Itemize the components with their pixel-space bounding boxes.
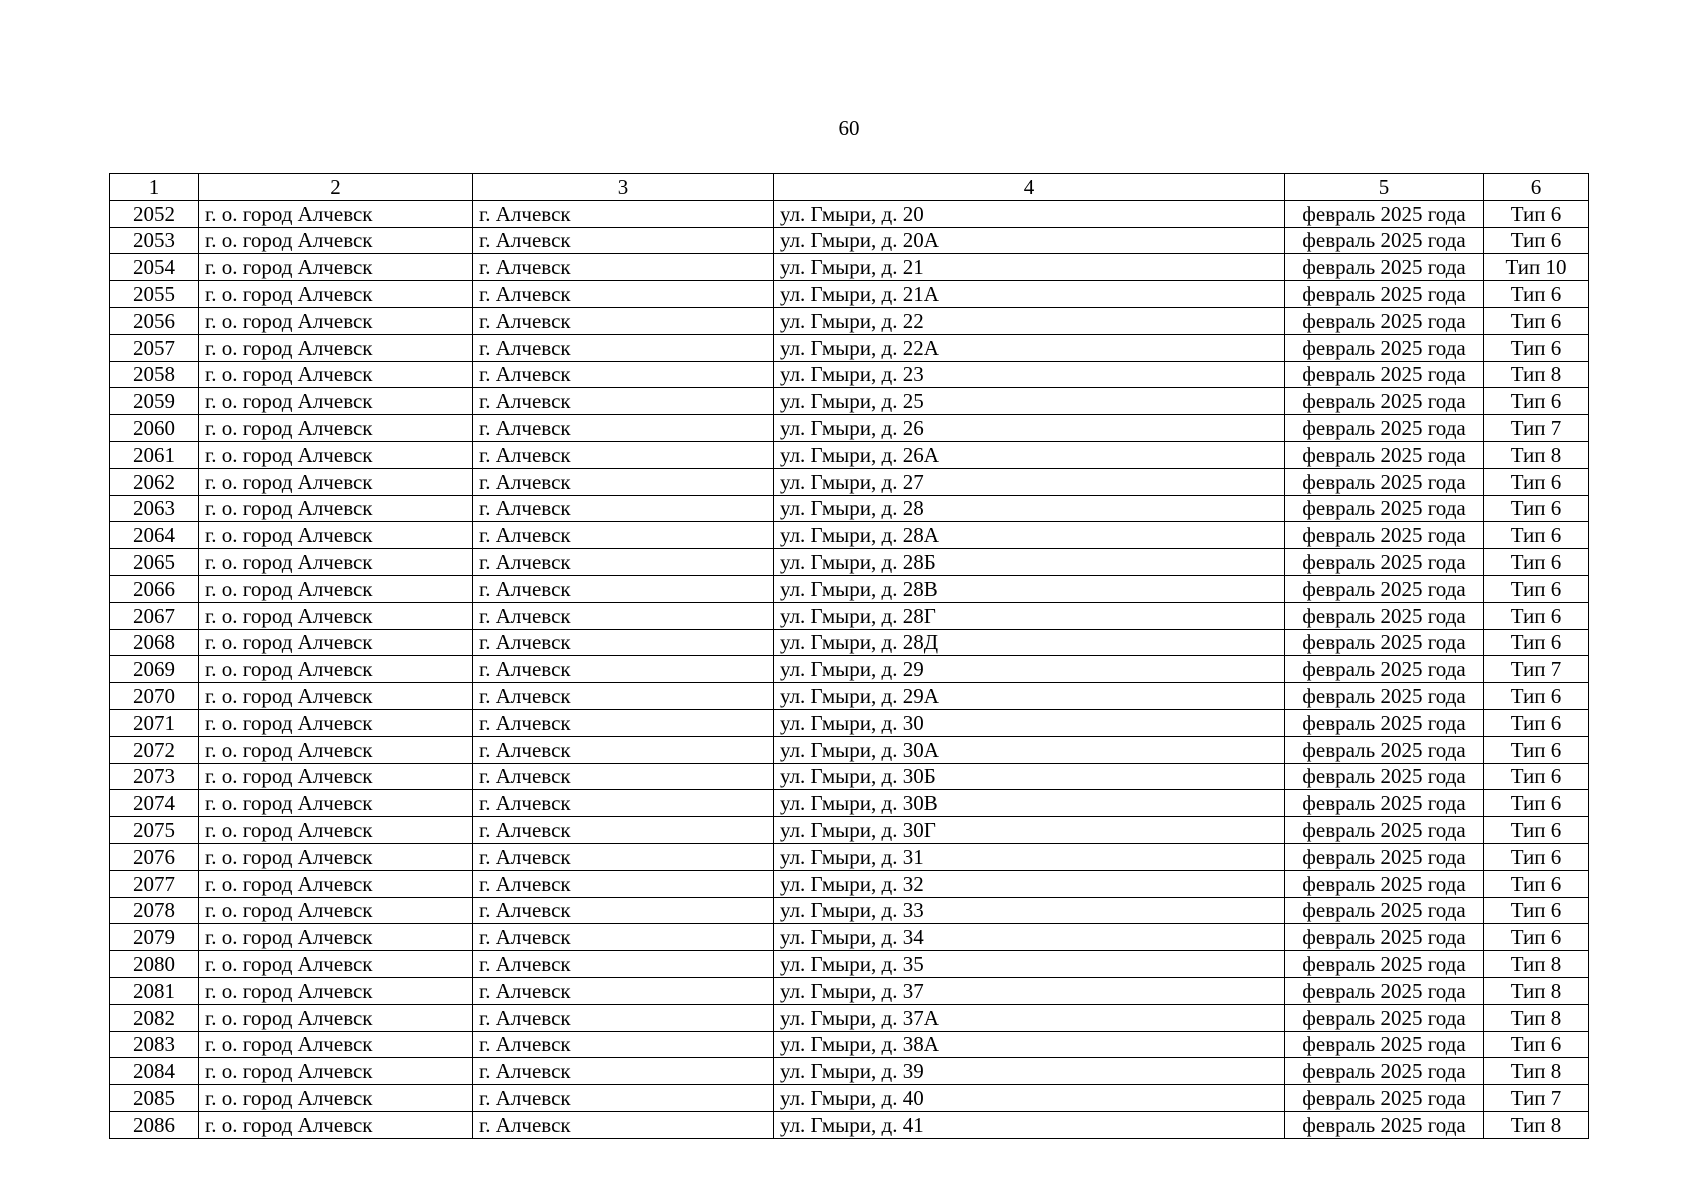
municipality-cell: г. о. город Алчевск [199,817,473,844]
municipality-cell: г. о. город Алчевск [199,709,473,736]
row-number-cell: 2084 [110,1058,199,1085]
address-cell: ул. Гмыри, д. 40 [774,1085,1285,1112]
row-number-cell: 2077 [110,870,199,897]
address-cell: ул. Гмыри, д. 27 [774,468,1285,495]
type-cell: Тип 6 [1484,736,1589,763]
table-row [110,495,1589,522]
date-cell: февраль 2025 года [1285,951,1484,978]
type-cell: Тип 8 [1484,361,1589,388]
type-cell: Тип 6 [1484,227,1589,254]
row-number-cell: 2055 [110,281,199,308]
date-cell: февраль 2025 года [1285,602,1484,629]
date-cell: февраль 2025 года [1285,683,1484,710]
row-number-cell: 2078 [110,897,199,924]
municipality-cell: г. о. город Алчевск [199,522,473,549]
municipality-cell: г. о. город Алчевск [199,924,473,951]
city-cell: г. Алчевск [473,334,774,361]
date-cell: февраль 2025 года [1285,200,1484,227]
table-row [110,817,1589,844]
table-row [110,549,1589,576]
row-number-cell: 2072 [110,736,199,763]
row-number-cell: 2066 [110,575,199,602]
municipality-cell: г. о. город Алчевск [199,736,473,763]
city-cell: г. Алчевск [473,1004,774,1031]
municipality-cell: г. о. город Алчевск [199,683,473,710]
table-row [110,281,1589,308]
address-cell: ул. Гмыри, д. 21А [774,281,1285,308]
city-cell: г. Алчевск [473,843,774,870]
type-cell: Тип 6 [1484,388,1589,415]
address-cell: ул. Гмыри, д. 29 [774,656,1285,683]
type-cell: Тип 6 [1484,763,1589,790]
date-cell: февраль 2025 года [1285,790,1484,817]
column-header: 5 [1285,174,1484,201]
table-row [110,307,1589,334]
table-row [110,709,1589,736]
address-cell: ул. Гмыри, д. 34 [774,924,1285,951]
city-cell: г. Алчевск [473,709,774,736]
row-number-cell: 2074 [110,790,199,817]
column-header: 4 [774,174,1285,201]
address-cell: ул. Гмыри, д. 20 [774,200,1285,227]
city-cell: г. Алчевск [473,495,774,522]
municipality-cell: г. о. город Алчевск [199,361,473,388]
city-cell: г. Алчевск [473,817,774,844]
city-cell: г. Алчевск [473,468,774,495]
table-row [110,763,1589,790]
type-cell: Тип 6 [1484,468,1589,495]
row-number-cell: 2061 [110,441,199,468]
address-cell: ул. Гмыри, д. 30 [774,709,1285,736]
date-cell: февраль 2025 года [1285,1031,1484,1058]
address-cell: ул. Гмыри, д. 25 [774,388,1285,415]
row-number-cell: 2073 [110,763,199,790]
column-header: 3 [473,174,774,201]
table-row [110,522,1589,549]
city-cell: г. Алчевск [473,629,774,656]
municipality-cell: г. о. город Алчевск [199,388,473,415]
date-cell: февраль 2025 года [1285,227,1484,254]
type-cell: Тип 8 [1484,1058,1589,1085]
table-row [110,870,1589,897]
row-number-cell: 2085 [110,1085,199,1112]
city-cell: г. Алчевск [473,656,774,683]
table-row [110,736,1589,763]
date-cell: февраль 2025 года [1285,441,1484,468]
date-cell: февраль 2025 года [1285,307,1484,334]
table-row [110,951,1589,978]
row-number-cell: 2056 [110,307,199,334]
row-number-cell: 2076 [110,843,199,870]
date-cell: февраль 2025 года [1285,736,1484,763]
city-cell: г. Алчевск [473,1085,774,1112]
city-cell: г. Алчевск [473,1031,774,1058]
city-cell: г. Алчевск [473,388,774,415]
type-cell: Тип 6 [1484,575,1589,602]
municipality-cell: г. о. город Алчевск [199,549,473,576]
city-cell: г. Алчевск [473,361,774,388]
date-cell: февраль 2025 года [1285,468,1484,495]
address-cell: ул. Гмыри, д. 28А [774,522,1285,549]
table-row [110,1111,1589,1138]
city-cell: г. Алчевск [473,683,774,710]
city-cell: г. Алчевск [473,281,774,308]
address-cell: ул. Гмыри, д. 30Г [774,817,1285,844]
address-cell: ул. Гмыри, д. 22 [774,307,1285,334]
type-cell: Тип 8 [1484,1004,1589,1031]
row-number-cell: 2059 [110,388,199,415]
date-cell: февраль 2025 года [1285,1085,1484,1112]
city-cell: г. Алчевск [473,522,774,549]
table-row [110,843,1589,870]
address-cell: ул. Гмыри, д. 30Б [774,763,1285,790]
type-cell: Тип 8 [1484,977,1589,1004]
address-cell: ул. Гмыри, д. 33 [774,897,1285,924]
type-cell: Тип 6 [1484,1031,1589,1058]
type-cell: Тип 6 [1484,200,1589,227]
type-cell: Тип 6 [1484,843,1589,870]
municipality-cell: г. о. город Алчевск [199,656,473,683]
row-number-cell: 2069 [110,656,199,683]
table-row [110,388,1589,415]
city-cell: г. Алчевск [473,790,774,817]
row-number-cell: 2062 [110,468,199,495]
municipality-cell: г. о. город Алчевск [199,468,473,495]
table-row [110,227,1589,254]
type-cell: Тип 6 [1484,307,1589,334]
municipality-cell: г. о. город Алчевск [199,254,473,281]
type-cell: Тип 6 [1484,897,1589,924]
type-cell: Тип 8 [1484,441,1589,468]
table-row [110,200,1589,227]
type-cell: Тип 6 [1484,683,1589,710]
type-cell: Тип 6 [1484,549,1589,576]
row-number-cell: 2053 [110,227,199,254]
municipality-cell: г. о. город Алчевск [199,1085,473,1112]
row-number-cell: 2054 [110,254,199,281]
date-cell: февраль 2025 года [1285,549,1484,576]
address-cell: ул. Гмыри, д. 28Г [774,602,1285,629]
municipality-cell: г. о. город Алчевск [199,415,473,442]
table-row [110,790,1589,817]
address-cell: ул. Гмыри, д. 28Д [774,629,1285,656]
municipality-cell: г. о. город Алчевск [199,763,473,790]
address-cell: ул. Гмыри, д. 31 [774,843,1285,870]
municipality-cell: г. о. город Алчевск [199,227,473,254]
municipality-cell: г. о. город Алчевск [199,870,473,897]
address-cell: ул. Гмыри, д. 28Б [774,549,1285,576]
address-cell: ул. Гмыри, д. 26 [774,415,1285,442]
address-cell: ул. Гмыри, д. 26А [774,441,1285,468]
table-row [110,254,1589,281]
table-row [110,897,1589,924]
type-cell: Тип 8 [1484,1111,1589,1138]
row-number-cell: 2063 [110,495,199,522]
municipality-cell: г. о. город Алчевск [199,307,473,334]
table-row [110,575,1589,602]
city-cell: г. Алчевск [473,575,774,602]
table-row [110,683,1589,710]
date-cell: февраль 2025 года [1285,388,1484,415]
type-cell: Тип 6 [1484,334,1589,361]
date-cell: февраль 2025 года [1285,656,1484,683]
municipality-cell: г. о. город Алчевск [199,897,473,924]
table-row [110,924,1589,951]
city-cell: г. Алчевск [473,441,774,468]
date-cell: февраль 2025 года [1285,897,1484,924]
type-cell: Тип 6 [1484,924,1589,951]
address-cell: ул. Гмыри, д. 28 [774,495,1285,522]
row-number-cell: 2060 [110,415,199,442]
row-number-cell: 2071 [110,709,199,736]
column-header: 2 [199,174,473,201]
city-cell: г. Алчевск [473,200,774,227]
type-cell: Тип 8 [1484,951,1589,978]
city-cell: г. Алчевск [473,1058,774,1085]
date-cell: февраль 2025 года [1285,334,1484,361]
municipality-cell: г. о. город Алчевск [199,575,473,602]
row-number-cell: 2070 [110,683,199,710]
type-cell: Тип 6 [1484,870,1589,897]
type-cell: Тип 6 [1484,495,1589,522]
municipality-cell: г. о. город Алчевск [199,1004,473,1031]
type-cell: Тип 6 [1484,817,1589,844]
city-cell: г. Алчевск [473,549,774,576]
address-cell: ул. Гмыри, д. 41 [774,1111,1285,1138]
row-number-cell: 2086 [110,1111,199,1138]
date-cell: февраль 2025 года [1285,977,1484,1004]
date-cell: февраль 2025 года [1285,575,1484,602]
address-cell: ул. Гмыри, д. 37 [774,977,1285,1004]
row-number-cell: 2079 [110,924,199,951]
municipality-cell: г. о. город Алчевск [199,281,473,308]
date-cell: февраль 2025 года [1285,1058,1484,1085]
type-cell: Тип 6 [1484,602,1589,629]
municipality-cell: г. о. город Алчевск [199,200,473,227]
row-number-cell: 2081 [110,977,199,1004]
date-cell: февраль 2025 года [1285,522,1484,549]
type-cell: Тип 6 [1484,522,1589,549]
city-cell: г. Алчевск [473,307,774,334]
table-row [110,1085,1589,1112]
table-row [110,361,1589,388]
city-cell: г. Алчевск [473,977,774,1004]
date-cell: февраль 2025 года [1285,870,1484,897]
municipality-cell: г. о. город Алчевск [199,629,473,656]
date-cell: февраль 2025 года [1285,629,1484,656]
table-row [110,468,1589,495]
row-number-cell: 2083 [110,1031,199,1058]
address-cell: ул. Гмыри, д. 35 [774,951,1285,978]
municipality-cell: г. о. город Алчевск [199,951,473,978]
row-number-cell: 2064 [110,522,199,549]
table-row [110,441,1589,468]
date-cell: февраль 2025 года [1285,843,1484,870]
type-cell: Тип 7 [1484,1085,1589,1112]
table-row [110,656,1589,683]
municipality-cell: г. о. город Алчевск [199,334,473,361]
type-cell: Тип 6 [1484,709,1589,736]
row-number-cell: 2082 [110,1004,199,1031]
municipality-cell: г. о. город Алчевск [199,790,473,817]
column-header: 1 [110,174,199,201]
city-cell: г. Алчевск [473,415,774,442]
row-number-cell: 2075 [110,817,199,844]
municipality-cell: г. о. город Алчевск [199,441,473,468]
date-cell: февраль 2025 года [1285,763,1484,790]
municipality-cell: г. о. город Алчевск [199,1058,473,1085]
date-cell: февраль 2025 года [1285,1004,1484,1031]
address-cell: ул. Гмыри, д. 32 [774,870,1285,897]
row-number-cell: 2052 [110,200,199,227]
table-row [110,602,1589,629]
address-cell: ул. Гмыри, д. 28В [774,575,1285,602]
date-cell: февраль 2025 года [1285,924,1484,951]
row-number-cell: 2080 [110,951,199,978]
table-row [110,1058,1589,1085]
municipality-cell: г. о. город Алчевск [199,843,473,870]
type-cell: Тип 6 [1484,790,1589,817]
municipality-cell: г. о. город Алчевск [199,602,473,629]
address-cell: ул. Гмыри, д. 30В [774,790,1285,817]
row-number-cell: 2057 [110,334,199,361]
city-cell: г. Алчевск [473,870,774,897]
city-cell: г. Алчевск [473,227,774,254]
address-cell: ул. Гмыри, д. 29А [774,683,1285,710]
address-cell: ул. Гмыри, д. 30А [774,736,1285,763]
date-cell: февраль 2025 года [1285,361,1484,388]
municipality-cell: г. о. город Алчевск [199,495,473,522]
table-row [110,629,1589,656]
date-cell: февраль 2025 года [1285,281,1484,308]
address-cell: ул. Гмыри, д. 37А [774,1004,1285,1031]
table-header-row [110,174,1589,201]
city-cell: г. Алчевск [473,736,774,763]
column-header: 6 [1484,174,1589,201]
address-cell: ул. Гмыри, д. 38А [774,1031,1285,1058]
address-cell: ул. Гмыри, д. 22А [774,334,1285,361]
city-cell: г. Алчевск [473,254,774,281]
page-number: 60 [838,116,860,140]
table-row [110,1004,1589,1031]
table-row [110,415,1589,442]
type-cell: Тип 6 [1484,629,1589,656]
type-cell: Тип 6 [1484,281,1589,308]
city-cell: г. Алчевск [473,924,774,951]
row-number-cell: 2058 [110,361,199,388]
date-cell: февраль 2025 года [1285,415,1484,442]
date-cell: февраль 2025 года [1285,254,1484,281]
municipality-cell: г. о. город Алчевск [199,1031,473,1058]
address-cell: ул. Гмыри, д. 23 [774,361,1285,388]
table-row [110,334,1589,361]
table-row [110,1031,1589,1058]
registry-table [109,173,1589,1139]
municipality-cell: г. о. город Алчевск [199,1111,473,1138]
type-cell: Тип 7 [1484,415,1589,442]
address-cell: ул. Гмыри, д. 20А [774,227,1285,254]
address-cell: ул. Гмыри, д. 39 [774,1058,1285,1085]
row-number-cell: 2067 [110,602,199,629]
municipality-cell: г. о. город Алчевск [199,977,473,1004]
row-number-cell: 2065 [110,549,199,576]
table-body [110,200,1589,1138]
table-row [110,977,1589,1004]
type-cell: Тип 7 [1484,656,1589,683]
date-cell: февраль 2025 года [1285,495,1484,522]
city-cell: г. Алчевск [473,1111,774,1138]
city-cell: г. Алчевск [473,602,774,629]
city-cell: г. Алчевск [473,897,774,924]
type-cell: Тип 10 [1484,254,1589,281]
date-cell: февраль 2025 года [1285,709,1484,736]
city-cell: г. Алчевск [473,763,774,790]
date-cell: февраль 2025 года [1285,817,1484,844]
row-number-cell: 2068 [110,629,199,656]
address-cell: ул. Гмыри, д. 21 [774,254,1285,281]
city-cell: г. Алчевск [473,951,774,978]
date-cell: февраль 2025 года [1285,1111,1484,1138]
